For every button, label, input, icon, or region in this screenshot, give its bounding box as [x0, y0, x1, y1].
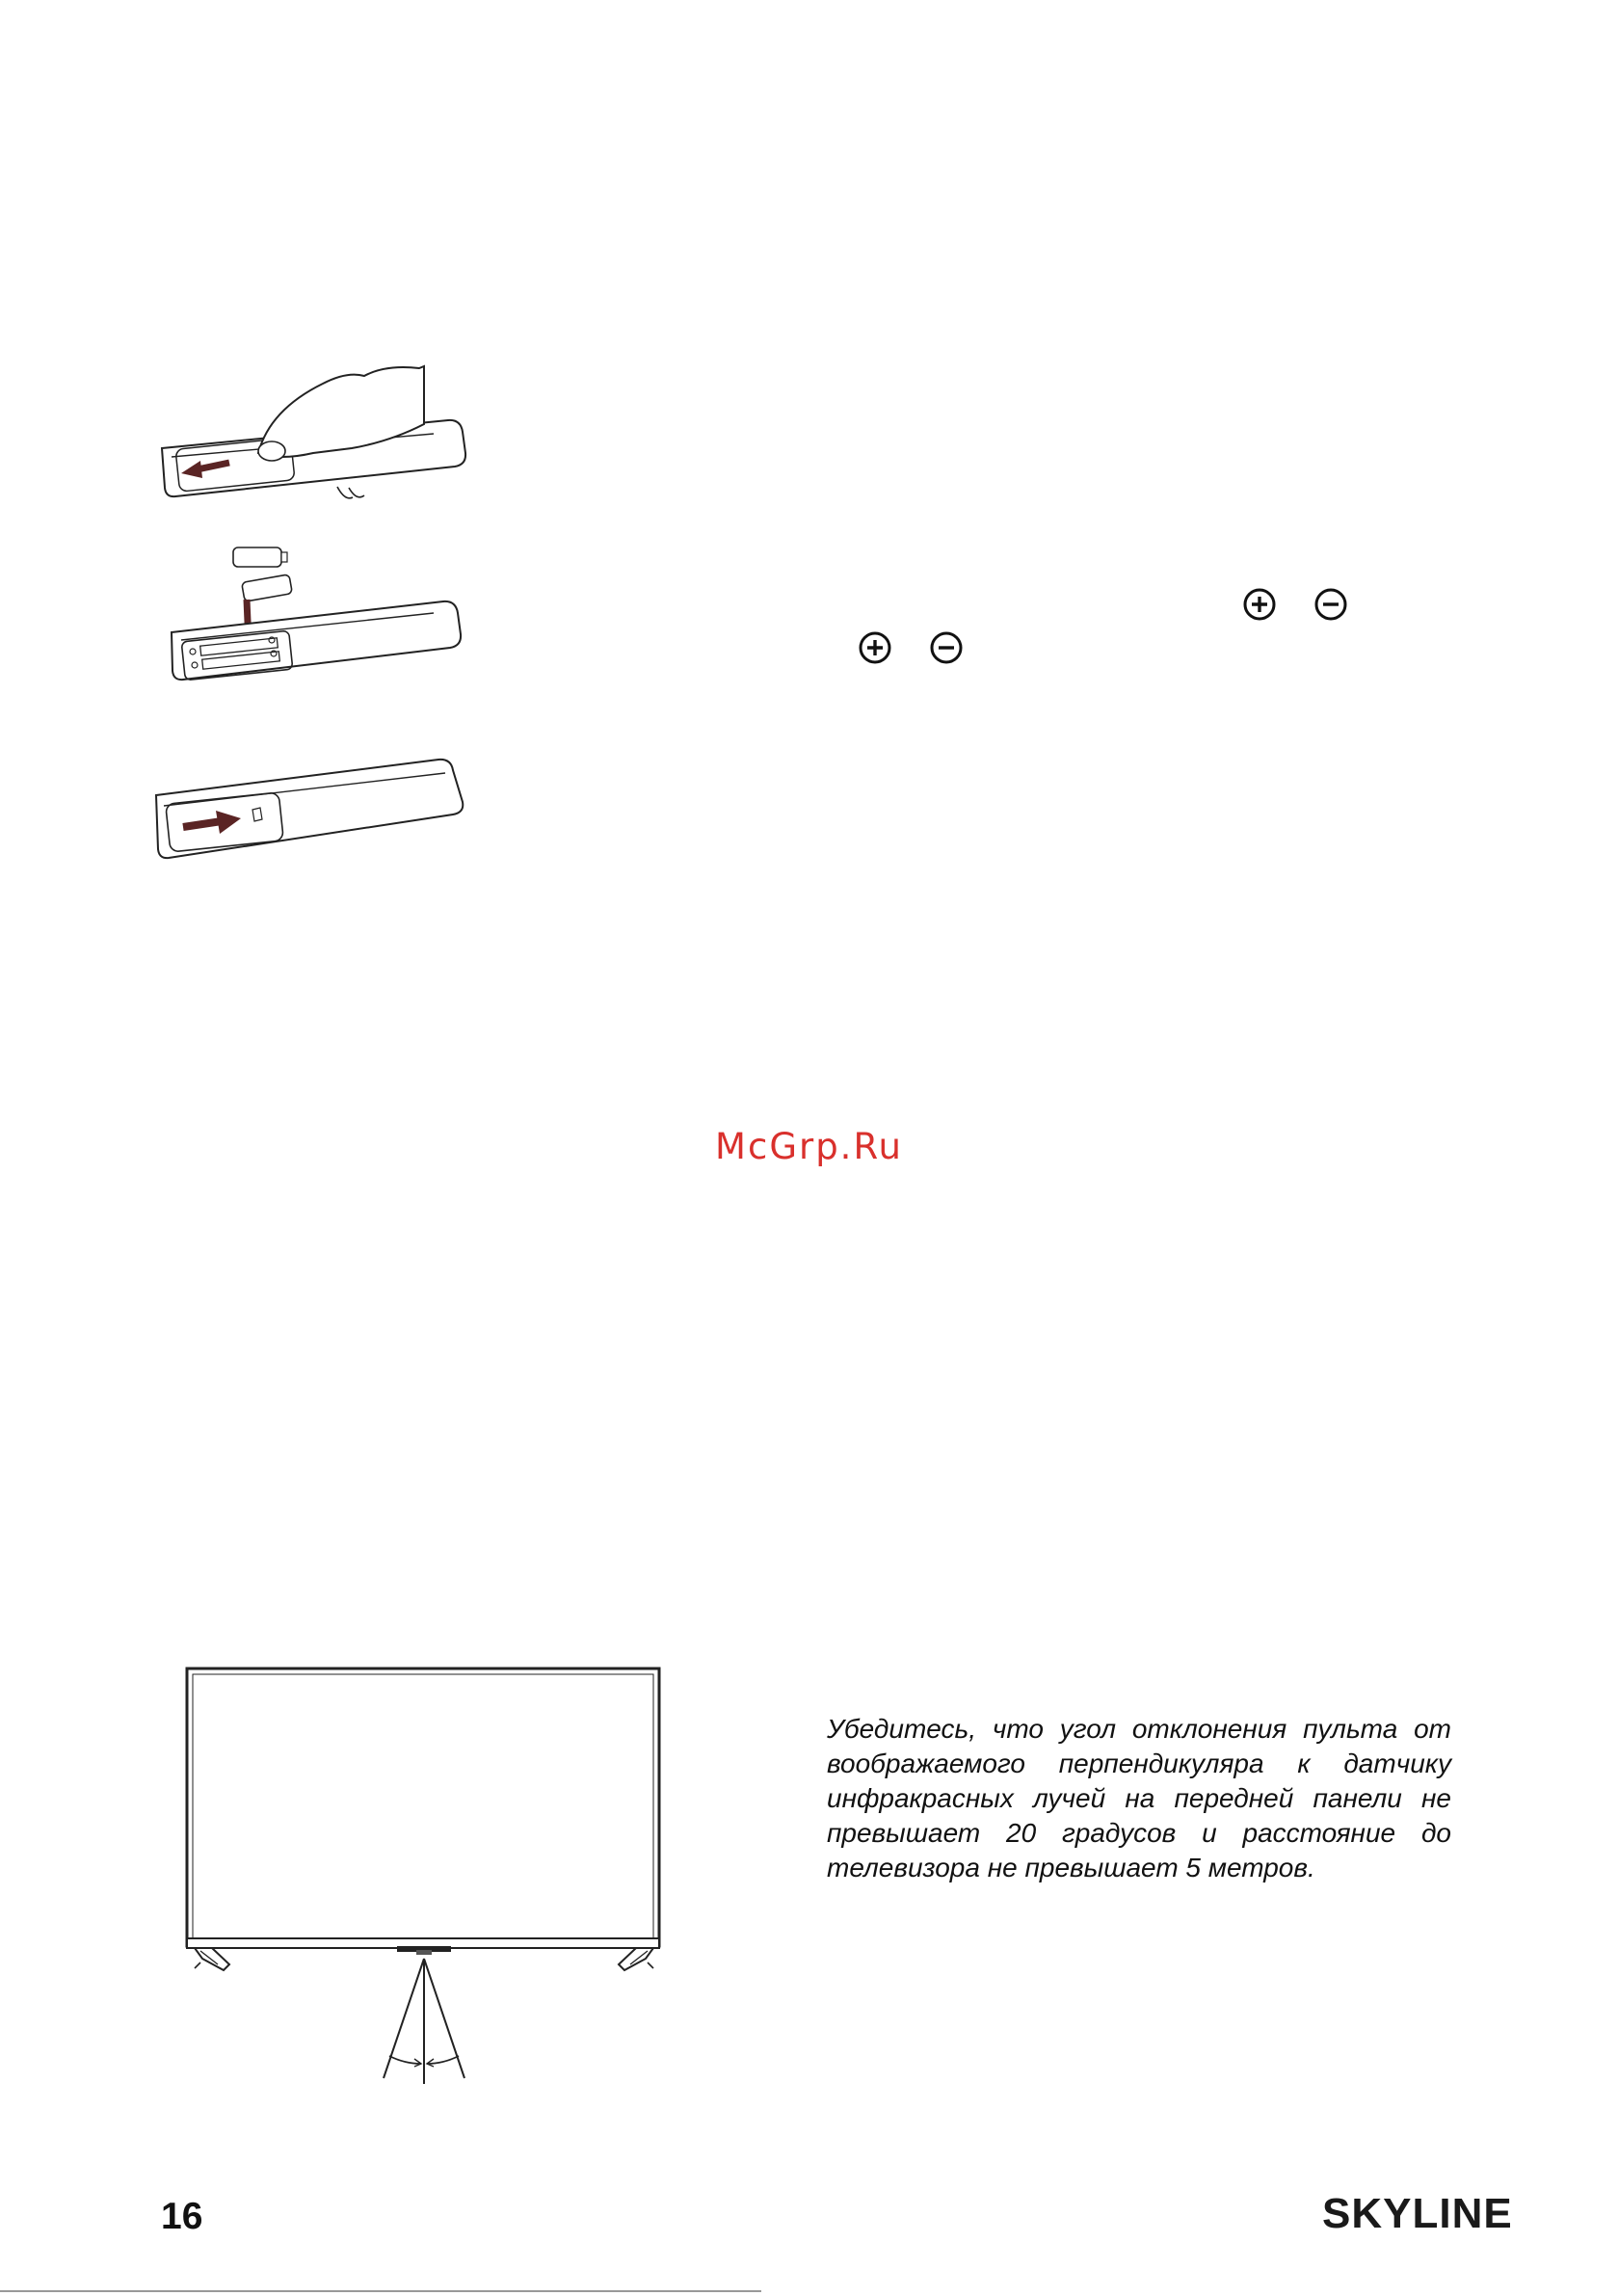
remote-range-note: Убедитесь, что угол отклонения пульта от воображаемого перпендикуляра к датчику инфракрасных лучей на передней панели не превышает 20 градусов и расстояние до телевизора не превышает 5 метров.: [827, 1714, 1451, 1882]
plus-circle-icon: [857, 629, 893, 666]
minus-circle-icon: [1313, 586, 1349, 623]
plus-circle-icon: [1241, 586, 1278, 623]
remote-insert-batteries-illustration: [154, 540, 482, 704]
remote-close-cover-illustration: [154, 752, 482, 877]
tv-remote-range-illustration: [173, 1658, 675, 2092]
minus-circle-icon: [928, 629, 965, 666]
page-number: 16: [161, 2196, 203, 2237]
watermark: McGrp.Ru: [715, 1126, 903, 1167]
footer-divider: [0, 2290, 761, 2292]
brand-logo: SKYLINE: [1322, 2190, 1513, 2237]
remote-open-cover-illustration: [154, 357, 482, 521]
